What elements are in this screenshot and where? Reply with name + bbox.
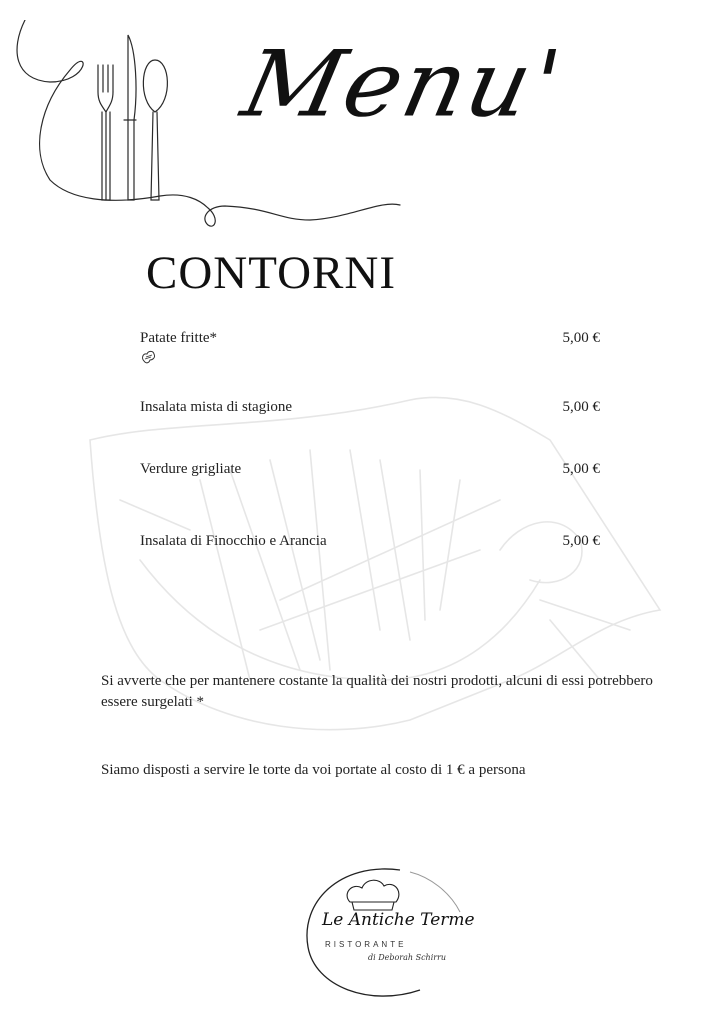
frozen-products-notice: Si avverte che per mantenere costante la qualità dei nostri prodotti, alcuni di essi potrebbero essere surgelati * [101, 673, 653, 710]
logo-name: Le Antiche Terme [322, 910, 475, 930]
item-price: 5,00 € [562, 399, 600, 415]
item-name: Insalata di Finocchio e Arancia [140, 533, 327, 549]
item-name: Insalata mista di stagione [140, 399, 293, 415]
item-price: 5,00 € [562, 533, 600, 549]
item-price: 5,00 € [562, 330, 600, 346]
restaurant-logo [300, 862, 470, 1007]
item-price: 5,00 € [562, 461, 600, 477]
section-title: CONTORNI [146, 247, 396, 299]
item-name: Patate fritte* [140, 330, 218, 346]
logo-owner: di Deborah Schirru [368, 953, 447, 962]
peanut-icon [140, 348, 158, 366]
chef-hat-icon [347, 880, 399, 910]
item-name: Verdure grigliate [140, 461, 242, 477]
logo-subtitle: RISTORANTE [325, 940, 407, 949]
menu-title: Menu' [233, 30, 572, 138]
cake-service-notice: Siamo disposti a servire le torte da voi portate al costo di 1 € a persona [101, 762, 526, 778]
